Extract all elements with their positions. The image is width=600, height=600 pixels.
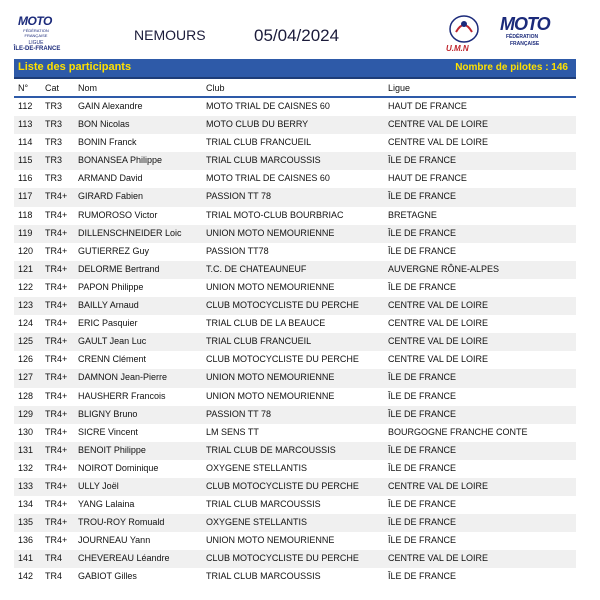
header-cat: Cat [45,83,60,93]
participants-banner [14,59,576,79]
cell-nom: DILLENSCHNEIDER Loic [78,227,182,238]
cell-nom: TROU-ROY Romuald [78,517,165,528]
cell-nom: GAULT Jean Luc [78,336,147,347]
table-row [14,496,576,514]
ligue-logo-sub: FÉDÉRATION FRANÇAISE [23,28,49,38]
cell-nom: CRENN Clément [78,354,147,365]
cell-ligue: HAUT DE FRANCE [388,173,467,184]
cell-cat: TR4+ [45,499,68,510]
cell-cat: TR4+ [45,372,68,383]
table-body [14,98,576,587]
cell-nom: RUMOROSO Victor [78,209,158,220]
cell-no: 142 [18,571,34,582]
cell-cat: TR4+ [45,209,68,220]
cell-ligue: ÎLE DE FRANCE [388,155,457,166]
cell-nom: YANG Lalaina [78,499,135,510]
cell-no: 116 [18,173,33,184]
cell-cat: TR4+ [45,245,68,256]
cell-ligue: CENTRE VAL DE LOIRE [388,119,489,130]
participants-table [14,81,576,587]
cell-cat: TR4+ [45,408,68,419]
cell-cat: TR4+ [45,444,68,455]
cell-ligue: ÎLE DE FRANCE [388,191,457,202]
cell-club: TRIAL CLUB FRANCUEIL [206,336,312,347]
cell-ligue: CENTRE VAL DE LOIRE [388,480,489,491]
cell-nom: PAPON Philippe [78,281,144,292]
cell-ligue: ÎLE DE FRANCE [388,517,457,528]
table-row [14,478,576,496]
cell-ligue: ÎLE DE FRANCE [388,372,457,383]
cell-cat: TR4+ [45,480,68,491]
cell-ligue: AUVERGNE RÔNE-ALPES [388,263,500,274]
table-row [14,279,576,297]
table-row [14,532,576,550]
cell-club: LM SENS TT [206,426,259,437]
cell-no: 124 [18,318,34,329]
cell-nom: DAMNON Jean-Pierre [78,372,168,383]
cell-club: CLUB MOTOCYCLISTE DU PERCHE [206,354,359,365]
pilot-count: Nombre de pilotes : 146 [455,62,568,73]
federation-logo-line2: FRANÇAISE [510,41,540,47]
cell-ligue: CENTRE VAL DE LOIRE [388,553,489,564]
umn-logo [442,14,486,58]
cell-club: PASSION TT78 [206,245,269,256]
cell-nom: HAUSHERR Francois [78,390,166,401]
cell-cat: TR4+ [45,426,68,437]
cell-no: 133 [18,480,34,491]
cell-no: 117 [18,191,33,202]
cell-cat: TR4+ [45,390,68,401]
ligue-logo-region: ÎLE-DE-FRANCE [13,46,61,52]
cell-club: TRIAL MOTO-CLUB BOURBRIAC [206,209,344,220]
cell-cat: TR4+ [45,263,68,274]
page-header [0,0,600,60]
table-row [14,134,576,152]
cell-no: 136 [18,535,34,546]
cell-cat: TR4+ [45,281,68,292]
cell-nom: GIRARD Fabien [78,191,144,202]
cell-cat: TR4+ [45,336,68,347]
cell-ligue: CENTRE VAL DE LOIRE [388,300,489,311]
cell-ligue: BOURGOGNE FRANCHE CONTE [388,426,528,437]
cell-cat: TR4+ [45,354,68,365]
cell-no: 120 [18,245,34,256]
cell-no: 122 [18,281,34,292]
cell-nom: BAILLY Arnaud [78,300,139,311]
table-row [14,424,576,442]
ligue-logo [10,14,60,54]
table-row [14,351,576,369]
cell-nom: NOIROT Dominique [78,462,159,473]
cell-nom: BONIN Franck [78,137,137,148]
cell-no: 114 [18,137,33,148]
cell-no: 125 [18,336,34,347]
table-row [14,388,576,406]
cell-nom: BLIGNY Bruno [78,408,138,419]
cell-no: 134 [18,499,34,510]
cell-club: CLUB MOTOCYCLISTE DU PERCHE [206,480,359,491]
cell-club: TRIAL CLUB MARCOUSSIS [206,499,321,510]
table-row [14,514,576,532]
cell-no: 112 [18,101,33,111]
cell-club: TRIAL CLUB MARCOUSSIS [206,155,321,166]
cell-club: UNION MOTO NEMOURIENNE [206,390,335,401]
cell-nom: GABIOT Gilles [78,571,137,582]
cell-cat: TR4+ [45,300,68,311]
cell-no: 128 [18,390,34,401]
cell-club: TRIAL CLUB DE MARCOUSSIS [206,444,336,455]
cell-cat: TR4+ [45,462,68,473]
table-row [14,98,576,116]
cell-club: PASSION TT 78 [206,408,272,419]
table-row [14,116,576,134]
ligue-logo-ligue: LIGUE [28,40,44,46]
cell-nom: JOURNEAU Yann [78,535,151,546]
table-row [14,297,576,315]
cell-club: MOTO TRIAL DE CAISNES 60 [206,173,330,184]
cell-ligue: ÎLE DE FRANCE [388,462,457,473]
cell-no: 126 [18,354,34,365]
cell-ligue: CENTRE VAL DE LOIRE [388,354,489,365]
cell-club: TRIAL CLUB MARCOUSSIS [206,571,321,582]
table-row [14,550,576,568]
table-row [14,460,576,478]
table-row [14,188,576,206]
cell-club: CLUB MOTOCYCLISTE DU PERCHE [206,300,359,311]
cell-nom: BON Nicolas [78,119,130,130]
cell-nom: ERIC Pasquier [78,318,138,329]
cell-nom: BONANSEA Philippe [78,155,163,166]
cell-ligue: CENTRE VAL DE LOIRE [388,336,489,347]
cell-ligue: ÎLE DE FRANCE [388,535,457,546]
cell-no: 121 [18,263,34,274]
cell-nom: GUTIERREZ Guy [78,245,150,256]
cell-ligue: BRETAGNE [388,209,437,220]
cell-club: TRIAL CLUB FRANCUEIL [206,137,312,148]
cell-nom: GAIN Alexandre [78,101,143,111]
cell-no: 141 [18,553,34,564]
table-row [14,369,576,387]
cell-nom: DELORME Bertrand [78,263,160,274]
cell-nom: BENOIT Philippe [78,444,146,455]
table-row [14,170,576,188]
cell-club: UNION MOTO NEMOURIENNE [206,535,335,546]
cell-no: 132 [18,462,34,473]
table-header [14,81,576,98]
ligue-logo-brand: MOTO [18,14,52,28]
table-row [14,406,576,424]
header-club: Club [206,83,225,93]
cell-ligue: ÎLE DE FRANCE [388,390,457,401]
cell-ligue: ÎLE DE FRANCE [388,281,457,292]
event-date: 05/04/2024 [254,26,340,45]
federation-logo [500,14,556,54]
table-row [14,207,576,225]
header-nom: Nom [78,83,98,93]
cell-cat: TR3 [45,119,63,130]
cell-cat: TR4 [45,571,63,582]
cell-cat: TR4+ [45,227,68,238]
header-no: N° [18,83,29,93]
cell-ligue: ÎLE DE FRANCE [388,245,457,256]
cell-ligue: ÎLE DE FRANCE [388,571,457,582]
table-row [14,261,576,279]
cell-no: 118 [18,209,33,220]
table-row [14,152,576,170]
cell-ligue: HAUT DE FRANCE [388,101,467,111]
cell-club: OXYGENE STELLANTIS [206,462,308,473]
cell-cat: TR3 [45,101,63,111]
table-row [14,333,576,351]
cell-cat: TR3 [45,155,63,166]
cell-no: 130 [18,426,34,437]
cell-nom: ULLY Joël [78,480,119,491]
cell-nom: ARMAND David [78,173,143,184]
cell-club: PASSION TT 78 [206,191,272,202]
cell-no: 131 [18,444,34,455]
cell-club: MOTO TRIAL DE CAISNES 60 [206,101,330,111]
cell-cat: TR3 [45,137,63,148]
table-row [14,568,576,586]
table-row [14,243,576,261]
cell-no: 115 [18,155,33,166]
cell-no: 113 [18,119,33,130]
cell-nom: CHEVEREAU Léandre [78,553,170,564]
cell-club: OXYGENE STELLANTIS [206,517,308,528]
cell-cat: TR4+ [45,191,68,202]
cell-cat: TR4+ [45,517,68,528]
umn-logo-text: U.M.N [446,44,469,53]
cell-ligue: CENTRE VAL DE LOIRE [388,137,489,148]
cell-ligue: ÎLE DE FRANCE [388,227,457,238]
table-row [14,225,576,243]
cell-no: 119 [18,227,33,238]
cell-nom: SICRE Vincent [78,426,138,437]
cell-cat: TR4 [45,553,63,564]
banner-title: Liste des participants [18,61,132,73]
cell-ligue: ÎLE DE FRANCE [388,408,457,419]
cell-club: MOTO CLUB DU BERRY [206,119,309,130]
cell-no: 123 [18,300,34,311]
cell-no: 129 [18,408,34,419]
table-row [14,315,576,333]
cell-cat: TR4+ [45,318,68,329]
federation-logo-line1: FÉDÉRATION [506,34,539,40]
cell-cat: TR4+ [45,535,68,546]
header-ligue: Ligue [388,83,411,93]
cell-club: CLUB MOTOCYCLISTE DU PERCHE [206,553,359,564]
cell-no: 135 [18,517,34,528]
cell-club: UNION MOTO NEMOURIENNE [206,227,335,238]
federation-logo-brand: MOTO [500,14,550,34]
cell-ligue: ÎLE DE FRANCE [388,444,457,455]
table-row [14,442,576,460]
cell-club: UNION MOTO NEMOURIENNE [206,281,335,292]
cell-club: T.C. DE CHATEAUNEUF [206,263,307,274]
cell-no: 127 [18,372,34,383]
cell-club: UNION MOTO NEMOURIENNE [206,372,335,383]
cell-club: TRIAL CLUB DE LA BEAUCE [206,318,326,329]
umn-emblem-icon [442,14,486,44]
cell-ligue: CENTRE VAL DE LOIRE [388,318,489,329]
cell-ligue: ÎLE DE FRANCE [388,499,457,510]
event-name: NEMOURS [134,27,206,43]
cell-cat: TR3 [45,173,63,184]
